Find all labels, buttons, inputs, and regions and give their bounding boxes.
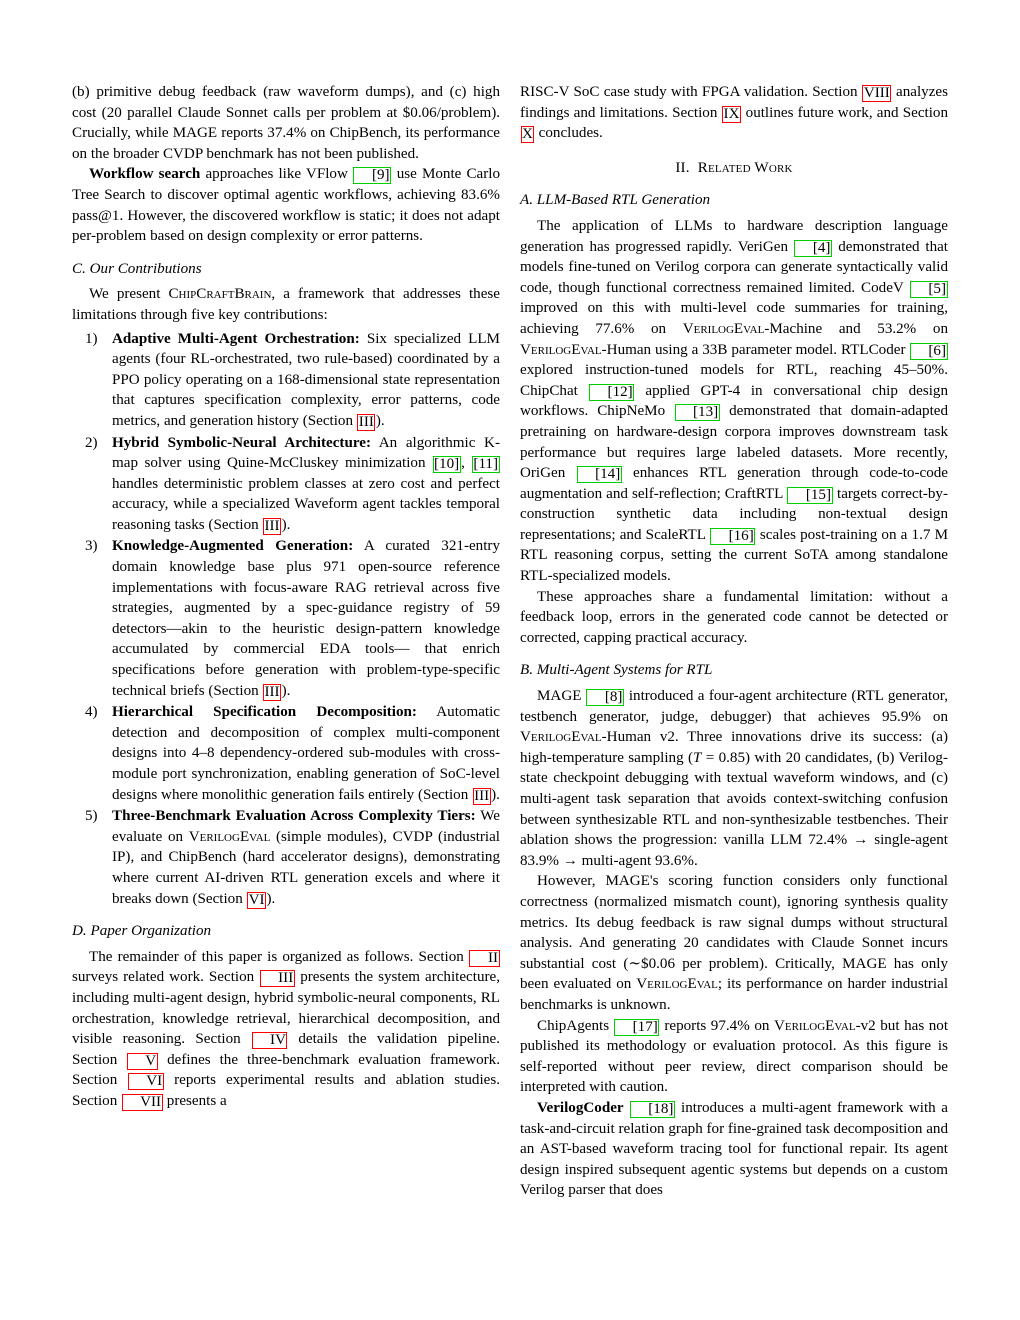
- citation-5[interactable]: [5]: [910, 281, 948, 298]
- contribution-text: ).: [266, 890, 276, 907]
- paragraph-chipagents: [520, 1016, 948, 1098]
- paragraph-text: approaches like VFlow: [200, 166, 353, 183]
- subsection-title: Multi-Agent Systems for RTL: [536, 662, 713, 679]
- subsection-label: D.: [72, 923, 87, 940]
- section-ref-II[interactable]: II: [469, 950, 499, 967]
- list-item: [72, 329, 500, 432]
- citation-10[interactable]: [10]: [434, 456, 460, 473]
- paragraph-text: concludes.: [534, 125, 603, 142]
- paragraph-fundamental-limitation: [520, 587, 948, 649]
- paragraph-text: details the validation pipeline. Section: [72, 1031, 501, 1068]
- subsection-label: A.: [520, 192, 533, 209]
- contribution-text: ).: [281, 516, 291, 533]
- list-item: [72, 702, 500, 805]
- paragraph-text: -Human v2. Three innovations drive its success: (a) high-temperature sampling (: [520, 729, 948, 766]
- paragraph-contributions-intro: [72, 284, 500, 325]
- list-item: [72, 806, 500, 909]
- section-ref-VIII[interactable]: VIII: [863, 85, 890, 101]
- paragraph-mage-critique: [520, 871, 948, 1015]
- contribution-title: Hierarchical Specification Decomposition:: [112, 704, 417, 721]
- math-temperature-symbol: T: [693, 749, 702, 766]
- contributions-list: [72, 329, 500, 910]
- paragraph-text: reports experimental results and ablation studies. Section: [72, 1072, 500, 1109]
- citation-17[interactable]: [17]: [614, 1019, 659, 1036]
- paragraph-continued-limitations: [72, 82, 500, 164]
- citation-6[interactable]: [6]: [910, 343, 948, 360]
- paragraph-text: RISC-V SoC case study with FPGA validation. Section: [520, 84, 862, 100]
- contribution-text: ).: [281, 682, 291, 699]
- system-name-chipcraftbrain: ChipCraftBrain: [168, 286, 272, 303]
- paragraph-text: surveys related work. Section: [72, 969, 260, 986]
- contribution-text: Six specialized LLM agents (four RL-orchestrated, two rule-based) coordinated by a PPO policy operating on a 168-dimensional state representation that captures specification complexity, error patterns, code metrics, and generation history (Section: [112, 330, 500, 429]
- section-ref-III[interactable]: III: [260, 970, 295, 987]
- section-ref-III[interactable]: III: [358, 413, 374, 430]
- section-heading-related-work: [520, 158, 948, 179]
- section-ref-V[interactable]: V: [127, 1053, 158, 1070]
- section-ref-X[interactable]: X: [522, 126, 533, 143]
- workflow-search-lead: Workflow search: [89, 166, 201, 183]
- paragraph-text: , a framework that addresses these limitations through five key contributions:: [72, 286, 500, 323]
- contribution-text: We evaluate on: [112, 808, 500, 845]
- citation-14[interactable]: [14]: [577, 466, 622, 483]
- paragraph-text: [624, 1100, 630, 1116]
- paragraph-text: enhances RTL generation through code-to-code augmentation and self-reflection; CraftRTL: [520, 465, 949, 502]
- section-ref-IX[interactable]: IX: [723, 105, 740, 122]
- right-column: [520, 82, 948, 1201]
- paragraph-text: introduces a multi-agent framework with a task-and-circuit relation graph for fine-grained task decomposition and an AST-based waveform tracing tool for functional repair. Its agent design inspired subsequent agentic systems but depends on a custom Verilog parser that does: [520, 1099, 948, 1199]
- two-column-layout: [72, 82, 948, 1242]
- paragraph-text: applied GPT-4 in conversational chip design workflows. ChipNeMo: [520, 382, 949, 420]
- paragraph-text: ChipAgents: [537, 1017, 614, 1034]
- paragraph-text: However, MAGE's scoring function considers only functional correctness (normalized mismatch count), ignoring synthesis quality metrics. Its debug feedback is raw signal dumps without structural analysis. And generating 20 candidates with Claude Sonnet incurs substantial cost (∼$0.06 per problem). Critically, MAGE has only been evaluated on: [520, 873, 948, 993]
- contribution-title: Adaptive Multi-Agent Orchestration:: [112, 330, 360, 347]
- contribution-title: Knowledge-Augmented Generation:: [112, 538, 354, 555]
- contribution-text: ).: [491, 786, 500, 803]
- paragraph-text: The application of LLMs to hardware description language generation has progressed rapidly. VeriGen: [520, 217, 948, 255]
- contribution-text: (simple modules), CVDP (industrial IP), and ChipBench (hard accelerator designs), demonstrating where current AI-driven RTL generation excels and where it breaks down (Section: [112, 828, 501, 907]
- paragraph-text: targets correct-by-construction synthetic data including non-textual design representations; and ScaleRTL: [520, 485, 948, 543]
- section-ref-VI[interactable]: VI: [248, 891, 265, 908]
- subsection-heading-our-contributions: [72, 259, 500, 280]
- math-temperature-value: = 0.85: [701, 749, 746, 766]
- contribution-text: handles deterministic problem classes at zero cost and perfect accuracy, while a specialized Waveform agent tackles temporal reasoning tasks (Section: [112, 475, 500, 533]
- paragraph-text: demonstrated that models fine-tuned on Verilog corpora can generate syntactically valid code, though functional correctness remained limited. CodeV: [520, 238, 949, 296]
- paragraph-text: ) with 20 candidates, (b) Verilog-state checkpoint debugging with textual waveform windows, and (c) multi-agent task separation that avoids context-switching confusion between synthesizable RTL and non-synthesizable testbenches. Their ablation shows the progression: vanilla LLM 72.4% → single-agent 83.9% → multi-agent 93.6%.: [520, 749, 948, 869]
- citation-13[interactable]: [13]: [675, 404, 720, 421]
- section-ref-III[interactable]: III: [264, 683, 280, 700]
- left-column: [72, 82, 500, 1112]
- paragraph-text: MAGE: [537, 688, 586, 705]
- paragraph-text: -v2 but has not published its methodology or evaluation protocol. As this figure is self-reported without peer review, direct comparison should be interpreted with caution.: [520, 1017, 949, 1096]
- paragraph-text: explored instruction-tuned models for RTL, reaching 45–50%. ChipChat: [520, 362, 948, 399]
- benchmark-name-verilogeval: VerilogEval: [520, 341, 602, 358]
- citation-8[interactable]: [8]: [586, 689, 624, 706]
- citation-9[interactable]: [9]: [353, 167, 391, 184]
- subsection-title: LLM-Based RTL Generation: [536, 192, 711, 209]
- list-item: [72, 536, 500, 701]
- contribution-text: An algorithmic K-map solver using Quine-McCluskey minimization: [112, 434, 500, 472]
- citation-18[interactable]: [18]: [630, 1101, 675, 1118]
- paragraph-workflow-search: [72, 164, 500, 246]
- section-ref-III[interactable]: III: [264, 517, 280, 534]
- paragraph-text: -Human using a 33B parameter model. RTLCoder: [601, 341, 910, 358]
- verilogcoder-lead: VerilogCoder: [537, 1099, 624, 1116]
- benchmark-name-verilogeval: VerilogEval: [520, 729, 602, 746]
- subsection-label: C.: [72, 260, 86, 277]
- citation-11[interactable]: [11]: [473, 456, 499, 473]
- paragraph-text: ; its performance on harder industrial benchmarks is unknown.: [520, 976, 949, 1013]
- paragraph-llm-rtl-survey: [520, 216, 948, 587]
- paragraph-text: outlines future work, and Section: [741, 104, 948, 121]
- subsection-label: B.: [520, 662, 533, 679]
- subsection-title: Paper Organization: [90, 923, 212, 940]
- section-title: Related Work: [697, 159, 793, 176]
- section-ref-VII[interactable]: VII: [122, 1094, 163, 1111]
- subsection-heading-llm-based-rtl-generation: [520, 190, 948, 211]
- paragraph-text: use Monte Carlo Tree Search to discover optimal agentic workflows, achieving 83.6% pass@1. However, the discovered workflow is static; it does not adapt per-problem based on design complexity or error patterns.: [72, 166, 501, 245]
- paragraph-text: presents a: [163, 1092, 227, 1109]
- paragraph-mage-overview: [520, 686, 948, 871]
- paragraph-text: introduced a four-agent architecture (RTL generator, testbench generator, judge, debugger) that achieves 95.9% on: [520, 688, 948, 725]
- citation-15[interactable]: [15]: [787, 487, 832, 504]
- paragraph-text: reports 97.4% on: [659, 1017, 774, 1034]
- citation-12[interactable]: [12]: [589, 384, 634, 401]
- paragraph-text: scales post-training on a 1.7 M RTL reasoning corpus, setting the current SoTA among standalone RTL-specialized models.: [520, 526, 948, 585]
- paragraph-text: demonstrated that domain-adapted pretraining on hardware-design corpora improves downstream task performance but requires large labeled datasets. More recently, OriGen: [520, 403, 949, 482]
- contribution-text: A curated 321-entry domain knowledge base plus 971 open-source reference implementations with focus-aware RAG retrieval across five strategies, augmented by a spec-guidance registry of 59 detectors—akin to the heuristic design-pattern knowledge accumulated by commercial EDA tools— that enrich specifications before generation with problem-type-specific technical briefs (Section: [112, 538, 500, 699]
- citation-4[interactable]: [4]: [794, 240, 832, 257]
- paragraph-text: presents the system architecture, including multi-agent design, hybrid symbolic-neural components, RL orchestration, knowledge retrieval, hierarchical decomposition, and visible reasoning. Section: [72, 969, 500, 1048]
- section-numeral: II.: [675, 159, 690, 176]
- contribution-text: Automatic detection and decomposition of complex multi-component designs into 4–8 dependency-ordered sub-modules with cross-module port synchronization, enabling generation of SoC-level designs where monolithic generation fails entirely (Section: [112, 704, 500, 803]
- benchmark-name-verilogeval: VerilogEval: [773, 1017, 856, 1034]
- subsection-title: Our Contributions: [89, 260, 202, 277]
- citation-16[interactable]: [16]: [710, 528, 755, 545]
- contribution-text: ).: [375, 412, 385, 429]
- paragraph-text: improved on this with multi-level code summaries for training, achieving 77.6% on: [520, 300, 948, 337]
- section-ref-III[interactable]: III: [474, 787, 490, 804]
- contribution-text: ,: [461, 455, 472, 472]
- paragraph-text: analyzes findings and limitations. Section: [520, 84, 948, 121]
- benchmark-name-verilogeval: VerilogEval: [682, 320, 765, 337]
- subsection-heading-multi-agent-systems: [520, 660, 948, 681]
- paragraph-text: -Machine and 53.2% on: [764, 320, 948, 337]
- subsection-heading-paper-organization: [72, 921, 500, 942]
- paragraph-text: (b) primitive debug feedback (raw waveform dumps), and (c) high cost (20 parallel Claude Sonnet calls per problem at $0.06/problem). Crucially, while MAGE reports 37.4% on ChipBench, its performance on the broader CVDP benchmark has not been published.: [72, 84, 500, 162]
- section-ref-VI[interactable]: VI: [128, 1073, 164, 1090]
- paragraph-continued-organization: [520, 82, 948, 144]
- benchmark-name-verilogeval: VerilogEval: [636, 976, 718, 993]
- paragraph-text: defines the three-benchmark evaluation framework. Section: [72, 1051, 500, 1089]
- paragraph-text: These approaches share a fundamental limitation: without a feedback loop, errors in the generated code cannot be detected or corrected, capping practical accuracy.: [520, 588, 948, 646]
- paragraph-paper-organization: [72, 947, 500, 1112]
- paragraph-verilogcoder: [520, 1098, 948, 1201]
- contribution-title: Hybrid Symbolic-Neural Architecture:: [112, 434, 371, 451]
- section-ref-IV[interactable]: IV: [252, 1032, 288, 1049]
- contribution-title: Three-Benchmark Evaluation Across Complexity Tiers:: [112, 808, 476, 825]
- benchmark-name-verilogeval: VerilogEval: [188, 828, 271, 845]
- paragraph-text: We present: [89, 286, 169, 303]
- list-item: [72, 433, 500, 536]
- paragraph-text: The remainder of this paper is organized as follows. Section: [89, 948, 469, 965]
